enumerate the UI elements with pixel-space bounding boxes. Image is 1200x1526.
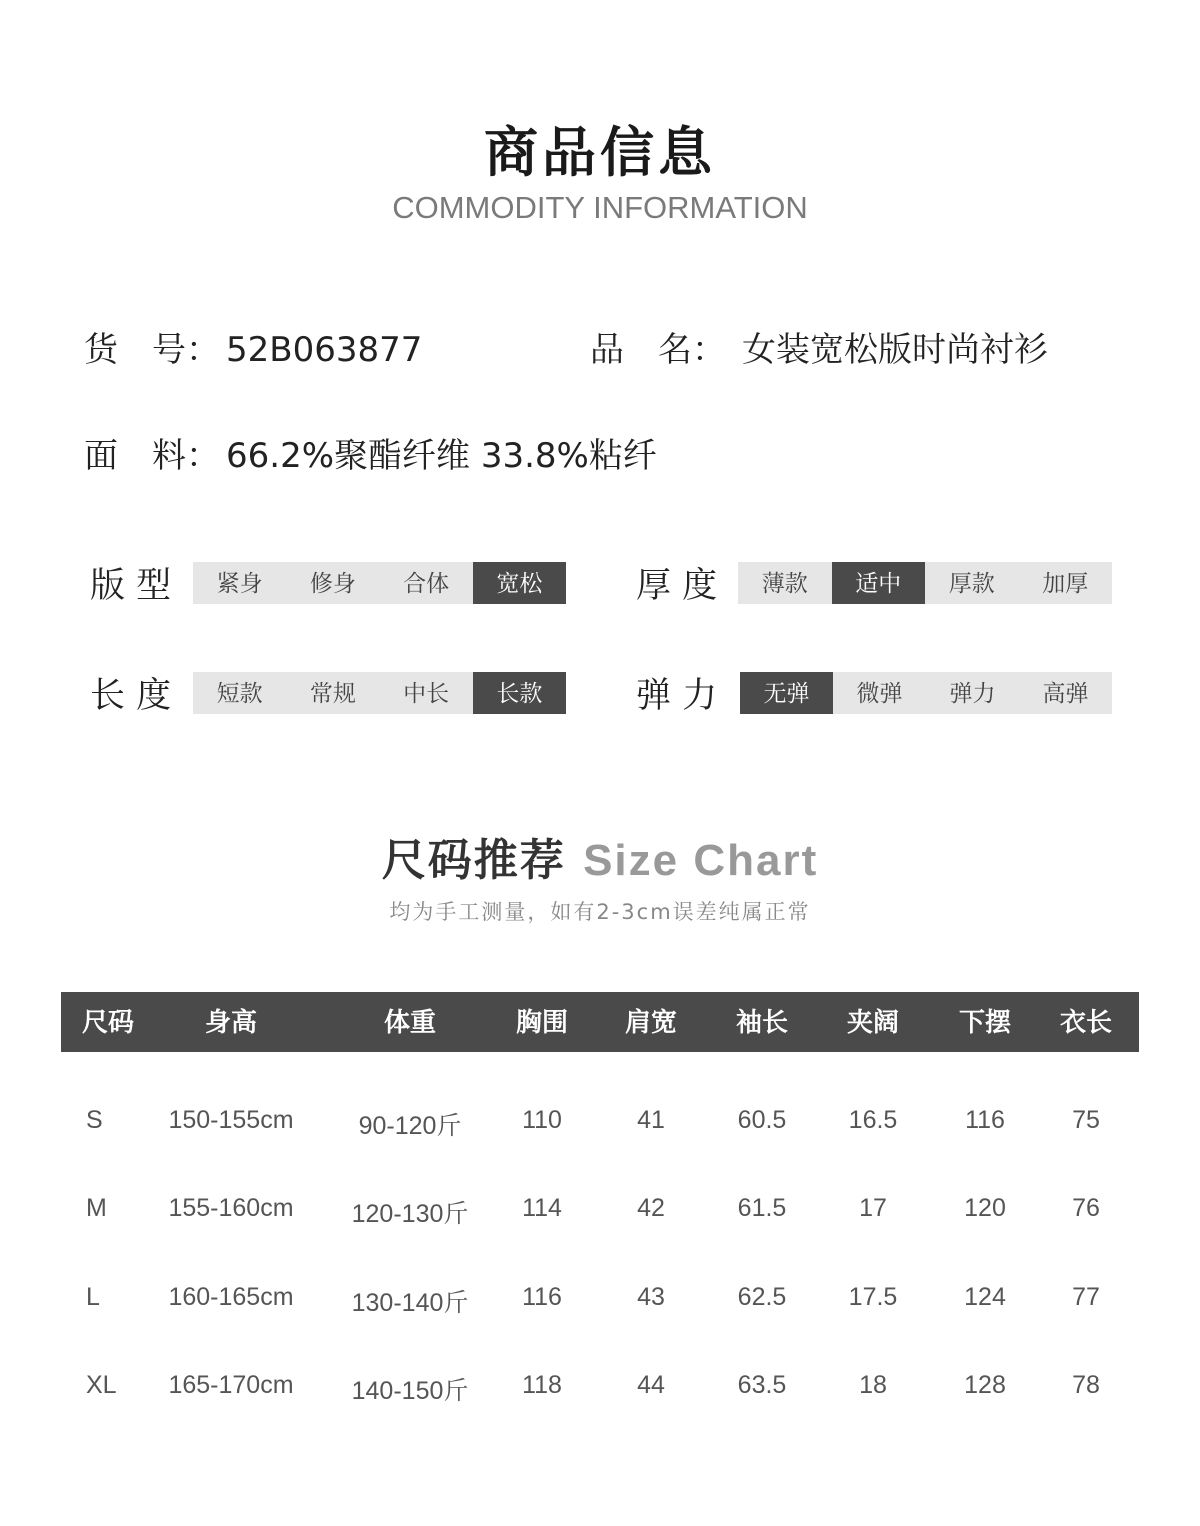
table-row [0,1283,1200,1323]
elasticity-selector [740,672,1112,714]
table-cell: 43 [637,1283,665,1311]
column-header: 身高 [204,1008,258,1038]
length-option: 常规 [309,681,356,707]
table-cell: 128 [964,1371,1006,1399]
product-name-row [590,322,1048,371]
table-cell: 78 [1072,1371,1100,1399]
table-cell: 42 [637,1194,665,1222]
table-cell: 155-160cm [168,1194,294,1222]
table-cell: 116 [965,1106,1005,1134]
table-cell: 124 [964,1283,1006,1311]
table-cell: 118 [522,1371,562,1399]
column-header: 下摆 [958,1008,1012,1038]
column-header: 尺码 [81,1008,135,1038]
size-chart-note: 均为手工测量，如有2-3cm误差纯属正常 [389,900,811,924]
table-cell: 18 [859,1371,887,1399]
table-cell: 116 [522,1283,562,1311]
thickness-option: 厚款 [948,571,995,597]
elasticity-label: 弹 力 [636,676,718,716]
size-chart-title-cn: 尺码推荐 [381,835,566,886]
sku-row [84,322,422,371]
table-row [0,1106,1200,1146]
length-option: 长款 [473,672,566,714]
column-header: 胸围 [515,1008,569,1038]
table-cell: 77 [1072,1283,1100,1311]
table-cell: 60.5 [737,1106,787,1134]
fit-label: 版 型 [90,566,172,606]
table-cell: 75 [1072,1106,1100,1134]
table-cell: 140-150斤 [351,1377,469,1405]
elasticity-option: 高弹 [1042,681,1089,707]
elasticity-option: 弹力 [949,681,996,707]
size-chart-title-en: Size Chart [583,836,819,885]
size-chart-title [0,824,1200,888]
thickness-option: 加厚 [1042,571,1089,597]
table-cell: 62.5 [737,1283,787,1311]
table-cell: 160-165cm [168,1283,294,1311]
size-table-header [61,992,1139,1052]
fabric-value: 66.2%聚酯纤维 33.8%粘纤 [226,436,657,476]
fabric-label: 面 料： [84,436,220,476]
table-cell: 17.5 [848,1283,898,1311]
table-cell: 76 [1072,1194,1100,1222]
table-cell: 120 [964,1194,1006,1222]
sku-label: 货 号： [84,330,220,370]
length-option: 短款 [216,681,263,707]
table-cell: 41 [637,1106,665,1134]
fit-option: 合体 [403,571,450,597]
table-cell: 44 [637,1371,665,1399]
table-cell: 114 [522,1194,562,1222]
fit-option: 宽松 [473,562,566,604]
table-cell: 120-130斤 [351,1200,469,1228]
column-header: 夹阔 [846,1008,900,1038]
table-cell: XL [86,1371,117,1399]
product-name-label: 品 名： [590,330,726,370]
length-label: 长 度 [90,676,172,716]
thickness-option: 适中 [832,562,926,604]
page-subtitle: COMMODITY INFORMATION [392,190,808,225]
table-row [0,1194,1200,1234]
fit-selector [193,562,566,604]
column-header: 袖长 [735,1008,789,1038]
table-cell: 90-120斤 [358,1112,462,1140]
column-header: 体重 [383,1008,437,1038]
table-cell: 110 [522,1106,562,1134]
sku-value: 52B063877 [226,330,423,370]
fabric-row [84,428,657,477]
table-cell: M [86,1194,107,1222]
table-row [0,1371,1200,1411]
column-header: 衣长 [1059,1008,1113,1038]
table-cell: 63.5 [737,1371,787,1399]
length-selector [193,672,566,714]
thickness-selector [738,562,1112,604]
page-title: 商品信息 [484,121,716,184]
thickness-option: 薄款 [761,571,808,597]
table-cell: 61.5 [737,1194,787,1222]
elasticity-option: 微弹 [856,681,903,707]
fit-option: 紧身 [216,571,263,597]
table-cell: S [86,1106,103,1134]
table-cell: 17 [859,1194,887,1222]
table-cell: 16.5 [848,1106,898,1134]
table-cell: 130-140斤 [351,1289,469,1317]
column-header: 肩宽 [624,1008,678,1038]
table-cell: 150-155cm [168,1106,294,1134]
thickness-label: 厚 度 [636,566,718,606]
table-cell: 165-170cm [168,1371,294,1399]
length-option: 中长 [403,681,450,707]
table-cell: L [86,1283,100,1311]
fit-option: 修身 [309,571,356,597]
product-name-value: 女装宽松版时尚衬衫 [742,330,1048,370]
elasticity-option: 无弹 [740,672,833,714]
